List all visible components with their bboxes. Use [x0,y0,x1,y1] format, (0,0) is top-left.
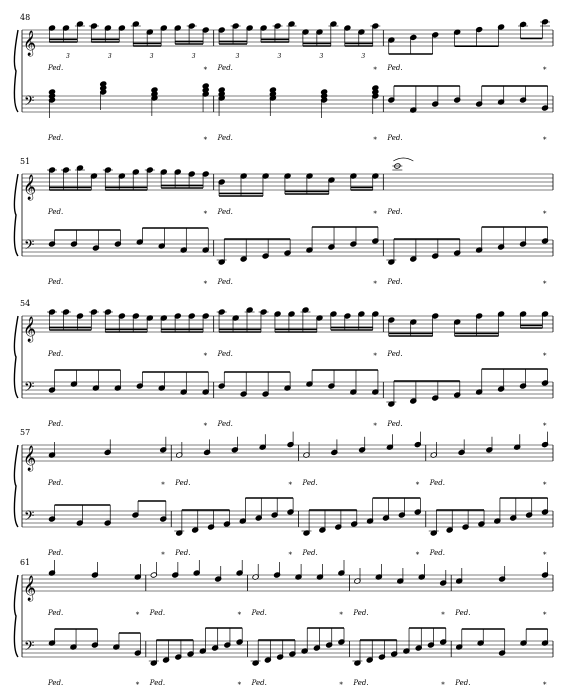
pedal-mark: Ped. [455,679,471,687]
bass-clef-icon: 𝄢 [24,93,35,112]
pedal-release-mark: * [373,210,377,218]
pedal-mark: Ped. [175,479,191,487]
pedal-mark: Ped. [429,479,445,487]
pedal-mark: Ped. [48,278,64,286]
measure-number: 57 [20,428,31,437]
pedal-mark: Ped. [48,479,64,487]
pedal-release-mark: * [543,136,547,144]
treble-clef-icon: 𝄞 [23,446,37,471]
pedal-release-mark: * [373,66,377,74]
pedal-mark: Ped. [48,208,64,216]
pedal-release-mark: * [543,352,547,360]
pedal-mark: Ped. [48,549,64,557]
pedal-mark: Ped. [149,609,166,617]
treble-clef-icon: 𝄞 [23,576,37,601]
treble-clef-icon: 𝄞 [23,175,37,200]
pedal-mark: Ped. [48,420,64,428]
system-57 [14,428,553,559]
grand-staff-brace [14,445,18,527]
pedal-release-mark: * [415,551,420,559]
pedal-mark: Ped. [48,679,64,687]
pedal-mark: Ped. [302,479,318,487]
pedal-release-mark: * [543,681,547,689]
pedal-mark: Ped. [175,549,191,557]
pedal-mark: Ped. [455,609,471,617]
pedal-release-mark: * [415,481,420,489]
pedal-mark: Ped. [217,350,233,358]
pedal-release-mark: * [543,210,547,218]
pedal-release-mark: * [135,681,140,689]
pedal-release-mark: * [161,551,165,559]
pedal-release-mark: * [203,352,208,360]
pedal-release-mark: * [339,611,343,619]
pedal-release-mark: * [288,481,292,489]
grand-staff-brace [14,174,18,256]
pedal-mark: Ped. [217,420,233,428]
pedal-release-mark: * [203,422,208,430]
pedal-mark: Ped. [217,278,233,286]
pedal-mark: Ped. [387,134,403,142]
grand-staff-brace [14,30,18,112]
pedal-release-mark: * [543,611,547,619]
pedal-mark: Ped. [217,208,233,216]
pedal-release-mark: * [237,611,242,619]
triplet-mark: 3 [277,53,282,60]
triplet-mark: 3 [191,53,196,60]
pedal-release-mark: * [203,66,208,74]
triplet-mark: 3 [65,53,70,60]
treble-clef-icon: 𝄞 [23,317,37,342]
pedal-release-mark: * [373,280,377,288]
measure-number: 51 [20,157,31,166]
pedal-mark: Ped. [429,549,445,557]
bass-clef-icon: 𝄢 [24,508,35,527]
pedal-release-mark: * [203,280,208,288]
pedal-release-mark: * [543,551,547,559]
pedal-release-mark: * [339,681,343,689]
measure-number: 54 [20,299,31,308]
pedal-mark: Ped. [353,609,369,617]
pedal-release-mark: * [161,481,165,489]
pedal-release-mark: * [203,136,208,144]
grand-staff-brace [14,316,18,398]
pedal-mark: Ped. [387,64,403,72]
pedal-mark: Ped. [387,278,403,286]
pedal-release-mark: * [135,611,140,619]
pedal-mark: Ped. [353,679,369,687]
pedal-release-mark: * [543,280,547,288]
triplet-mark: 3 [361,53,366,60]
pedal-release-mark: * [373,352,377,360]
triplet-mark: 3 [235,53,240,60]
measure-number: 48 [20,13,31,22]
pedal-mark: Ped. [251,679,267,687]
tie [393,158,413,161]
grand-staff-brace [14,575,18,657]
system-54 [14,299,553,430]
pedal-release-mark: * [543,422,547,430]
pedal-mark: Ped. [48,350,64,358]
pedal-release-mark: * [441,681,445,689]
measure-number: 61 [20,558,31,567]
pedal-mark: Ped. [149,679,166,687]
pedal-release-mark: * [203,210,208,218]
pedal-mark: Ped. [217,64,233,72]
pedal-release-mark: * [441,611,445,619]
pedal-release-mark: * [543,481,547,489]
pedal-release-mark: * [288,551,292,559]
pedal-mark: Ped. [387,208,403,216]
pedal-mark: Ped. [217,134,233,142]
pedal-mark: Ped. [302,549,318,557]
triplet-mark: 3 [319,53,324,60]
pedal-release-mark: * [373,422,377,430]
triplet-mark: 3 [149,53,154,60]
pedal-mark: Ped. [387,420,403,428]
bass-clef-icon: 𝄢 [24,379,35,398]
triplet-mark: 3 [107,53,112,60]
system-48 [14,13,553,144]
pedal-release-mark: * [373,136,377,144]
pedal-mark: Ped. [48,64,64,72]
pedal-mark: Ped. [48,609,64,617]
bass-clef-icon: 𝄢 [24,638,35,657]
pedal-mark: Ped. [251,609,267,617]
pedal-release-mark: * [543,66,547,74]
treble-clef-icon: 𝄞 [23,31,37,56]
system-61 [14,558,553,689]
bass-clef-icon: 𝄢 [24,237,35,256]
system-51 [14,157,553,288]
pedal-mark: Ped. [387,350,403,358]
pedal-release-mark: * [237,681,242,689]
pedal-mark: Ped. [48,134,64,142]
